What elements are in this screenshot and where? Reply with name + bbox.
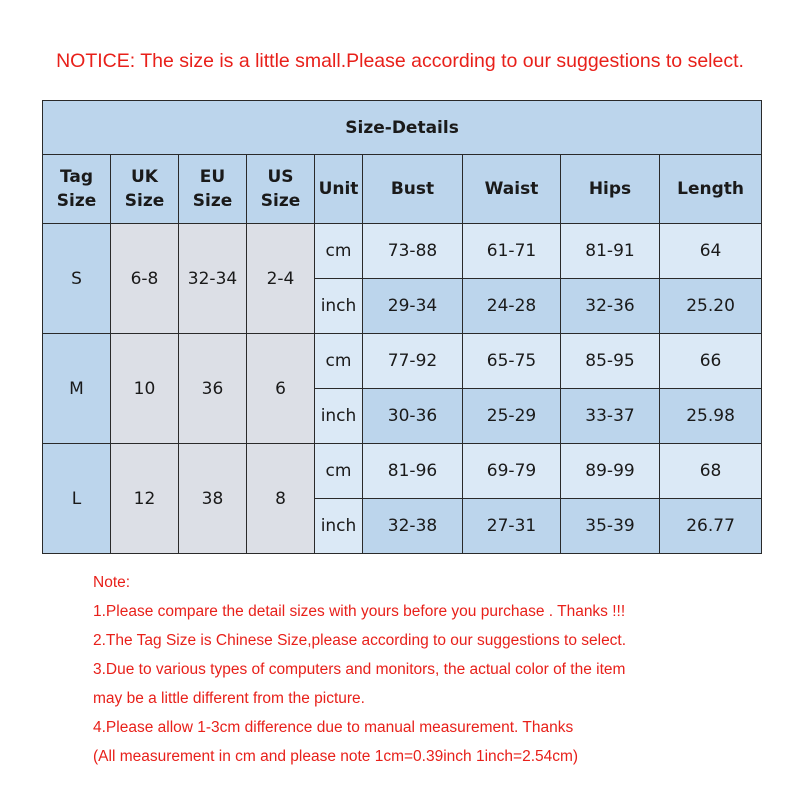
us-size-cell: 8: [247, 444, 315, 554]
table-row: [43, 334, 762, 389]
length-cell: 25.98: [660, 389, 762, 444]
unit-cell: inch: [315, 499, 363, 554]
unit-cell: inch: [315, 279, 363, 334]
size-details-table: [42, 100, 762, 554]
hips-cell: 81-91: [561, 224, 660, 279]
notes-heading: Note:: [93, 574, 131, 591]
waist-cell: 25-29: [463, 389, 561, 444]
waist-cell: 27-31: [463, 499, 561, 554]
uk-size-cell: 10: [111, 334, 179, 444]
hips-cell: 32-36: [561, 279, 660, 334]
header-eu-size: EU Size: [179, 155, 247, 224]
hips-cell: 35-39: [561, 499, 660, 554]
note-line: 4.Please allow 1-3cm difference due to manual measurement. Thanks: [93, 719, 574, 736]
waist-cell: 69-79: [463, 444, 561, 499]
header-uk-size: UK Size: [111, 155, 179, 224]
waist-cell: 24-28: [463, 279, 561, 334]
hips-cell: 89-99: [561, 444, 660, 499]
tag-size-cell: M: [43, 334, 111, 444]
hips-cell: 33-37: [561, 389, 660, 444]
note-line: 1.Please compare the detail sizes with yours before you purchase . Thanks !!!: [93, 603, 626, 620]
tag-size-cell: S: [43, 224, 111, 334]
header-us-size: US Size: [247, 155, 315, 224]
us-size-cell: 6: [247, 334, 315, 444]
bust-cell: 77-92: [363, 334, 463, 389]
unit-cell: cm: [315, 224, 363, 279]
length-cell: 64: [660, 224, 762, 279]
length-cell: 25.20: [660, 279, 762, 334]
table-row: [43, 224, 762, 279]
header-length: Length: [660, 155, 762, 224]
hips-cell: 85-95: [561, 334, 660, 389]
header-tag-size: Tag Size: [43, 155, 111, 224]
length-cell: 66: [660, 334, 762, 389]
note-line: may be a little different from the picture.: [93, 690, 365, 707]
bust-cell: 81-96: [363, 444, 463, 499]
eu-size-cell: 32-34: [179, 224, 247, 334]
header-waist: Waist: [463, 155, 561, 224]
bust-cell: 30-36: [363, 389, 463, 444]
eu-size-cell: 38: [179, 444, 247, 554]
waist-cell: 61-71: [463, 224, 561, 279]
table-title: Size-Details: [43, 101, 762, 155]
note-line: (All measurement in cm and please note 1cm=0.39inch 1inch=2.54cm): [93, 748, 579, 765]
notice-banner: NOTICE: The size is a little small.Please according to our suggestions to select.: [56, 50, 744, 72]
notes-section: [93, 568, 626, 771]
unit-cell: inch: [315, 389, 363, 444]
unit-cell: cm: [315, 444, 363, 499]
header-hips: Hips: [561, 155, 660, 224]
length-cell: 68: [660, 444, 762, 499]
length-cell: 26.77: [660, 499, 762, 554]
table-row: [43, 444, 762, 499]
bust-cell: 73-88: [363, 224, 463, 279]
us-size-cell: 2-4: [247, 224, 315, 334]
waist-cell: 65-75: [463, 334, 561, 389]
bust-cell: 32-38: [363, 499, 463, 554]
note-line: 2.The Tag Size is Chinese Size,please according to our suggestions to select.: [93, 632, 627, 649]
uk-size-cell: 12: [111, 444, 179, 554]
bust-cell: 29-34: [363, 279, 463, 334]
header-bust: Bust: [363, 155, 463, 224]
unit-cell: cm: [315, 334, 363, 389]
uk-size-cell: 6-8: [111, 224, 179, 334]
header-unit: Unit: [315, 155, 363, 224]
note-line: 3.Due to various types of computers and monitors, the actual color of the item: [93, 661, 626, 678]
eu-size-cell: 36: [179, 334, 247, 444]
tag-size-cell: L: [43, 444, 111, 554]
